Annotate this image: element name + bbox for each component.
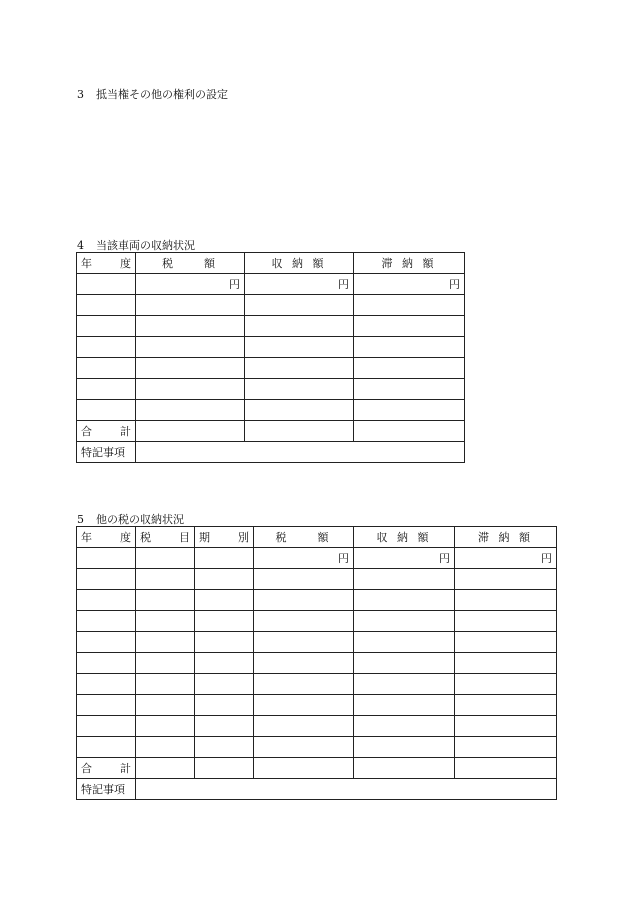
cell-delinquent-amount[interactable] (455, 590, 557, 611)
total-delinquent-amount[interactable] (354, 421, 465, 442)
total-label: 合 計 (77, 758, 136, 779)
cell-collected-amount[interactable] (354, 653, 455, 674)
cell-tax-amount[interactable] (254, 590, 354, 611)
section-4-heading (77, 237, 195, 253)
cell-year[interactable] (77, 611, 136, 632)
cell-year[interactable] (77, 400, 136, 421)
section-4-number: 4 (77, 239, 84, 252)
cell-collected-amount[interactable]: 円 (354, 548, 455, 569)
cell-collected-amount[interactable] (354, 569, 455, 590)
cell-collected-amount[interactable] (354, 716, 455, 737)
total-period[interactable] (195, 758, 254, 779)
section-3-heading (77, 86, 228, 102)
table-row (77, 590, 557, 611)
cell-year[interactable] (77, 274, 136, 295)
table-row (77, 737, 557, 758)
header-period: 期 別 (195, 527, 254, 548)
table-row (77, 674, 557, 695)
cell-delinquent-amount[interactable] (354, 337, 465, 358)
table-row (77, 316, 465, 337)
other-tax-collection-table (76, 526, 557, 800)
cell-tax-amount[interactable] (254, 653, 354, 674)
total-tax-item[interactable] (136, 758, 195, 779)
cell-tax-amount[interactable] (136, 400, 245, 421)
cell-tax-item[interactable] (136, 548, 195, 569)
section-3-title: 抵当権その他の権利の設定 (96, 88, 228, 101)
cell-delinquent-amount[interactable] (354, 295, 465, 316)
cell-period[interactable] (195, 737, 254, 758)
cell-collected-amount[interactable] (354, 674, 455, 695)
section-3-number: 3 (77, 88, 84, 101)
cell-delinquent-amount[interactable] (455, 695, 557, 716)
table-row (77, 611, 557, 632)
cell-year[interactable] (77, 358, 136, 379)
vehicle-collection-table (76, 252, 465, 463)
cell-collected-amount[interactable] (354, 611, 455, 632)
header-collected-amount: 収 納 額 (354, 527, 455, 548)
cell-delinquent-amount[interactable] (455, 632, 557, 653)
cell-tax-item[interactable] (136, 674, 195, 695)
cell-collected-amount[interactable] (245, 400, 354, 421)
cell-period[interactable] (195, 611, 254, 632)
cell-delinquent-amount[interactable]: 円 (455, 548, 557, 569)
total-label: 合 計 (77, 421, 136, 442)
cell-tax-item[interactable] (136, 716, 195, 737)
cell-tax-item[interactable] (136, 632, 195, 653)
cell-delinquent-amount[interactable] (455, 611, 557, 632)
cell-period[interactable] (195, 548, 254, 569)
header-tax-item: 税 目 (136, 527, 195, 548)
cell-collected-amount[interactable] (354, 590, 455, 611)
cell-collected-amount[interactable] (354, 737, 455, 758)
cell-year[interactable] (77, 379, 136, 400)
cell-collected-amount[interactable] (245, 379, 354, 400)
cell-collected-amount[interactable] (245, 295, 354, 316)
cell-tax-amount[interactable] (254, 716, 354, 737)
cell-tax-amount[interactable] (136, 316, 245, 337)
cell-period[interactable] (195, 674, 254, 695)
cell-tax-amount[interactable] (254, 737, 354, 758)
cell-year[interactable] (77, 632, 136, 653)
table-row (77, 569, 557, 590)
cell-year[interactable] (77, 737, 136, 758)
total-delinquent-amount[interactable] (455, 758, 557, 779)
table-row (77, 358, 465, 379)
cell-tax-amount[interactable] (254, 569, 354, 590)
cell-delinquent-amount[interactable]: 円 (354, 274, 465, 295)
cell-delinquent-amount[interactable] (455, 674, 557, 695)
cell-year[interactable] (77, 295, 136, 316)
cell-tax-item[interactable] (136, 737, 195, 758)
cell-tax-amount[interactable] (136, 295, 245, 316)
cell-delinquent-amount[interactable] (354, 379, 465, 400)
cell-year[interactable] (77, 569, 136, 590)
cell-period[interactable] (195, 716, 254, 737)
cell-period[interactable] (195, 569, 254, 590)
cell-year[interactable] (77, 716, 136, 737)
cell-tax-amount[interactable] (254, 611, 354, 632)
notes-row (77, 779, 557, 800)
cell-tax-amount[interactable]: 円 (136, 274, 245, 295)
section-4-title: 当該車両の収納状況 (96, 239, 195, 252)
header-fiscal-year: 年 度 (77, 527, 136, 548)
notes-field[interactable] (136, 442, 465, 463)
header-tax-amount: 税 額 (254, 527, 354, 548)
cell-tax-amount[interactable] (254, 695, 354, 716)
cell-tax-amount[interactable] (136, 358, 245, 379)
total-collected-amount[interactable] (245, 421, 354, 442)
notes-label: 特記事項 (77, 442, 136, 463)
cell-period[interactable] (195, 590, 254, 611)
cell-delinquent-amount[interactable] (455, 716, 557, 737)
cell-year[interactable] (77, 695, 136, 716)
header-fiscal-year: 年 度 (77, 253, 136, 274)
table-row (77, 274, 465, 295)
total-tax-amount[interactable] (254, 758, 354, 779)
cell-period[interactable] (195, 653, 254, 674)
cell-tax-amount[interactable] (136, 337, 245, 358)
cell-year[interactable] (77, 674, 136, 695)
notes-row (77, 442, 465, 463)
cell-collected-amount[interactable] (354, 632, 455, 653)
notes-field[interactable] (136, 779, 557, 800)
cell-collected-amount[interactable] (354, 695, 455, 716)
cell-tax-amount[interactable]: 円 (254, 548, 354, 569)
cell-tax-amount[interactable] (136, 379, 245, 400)
cell-collected-amount[interactable] (245, 337, 354, 358)
section-5-number: 5 (77, 513, 84, 526)
table-row (77, 695, 557, 716)
table-header-row (77, 253, 465, 274)
section-5-title: 他の税の収納状況 (96, 513, 184, 526)
table-row (77, 337, 465, 358)
table-row (77, 379, 465, 400)
header-collected-amount: 収 納 額 (245, 253, 354, 274)
cell-year[interactable] (77, 548, 136, 569)
cell-period[interactable] (195, 632, 254, 653)
cell-delinquent-amount[interactable] (455, 653, 557, 674)
cell-tax-item[interactable] (136, 611, 195, 632)
cell-tax-amount[interactable] (254, 632, 354, 653)
table-row (77, 716, 557, 737)
total-tax-amount[interactable] (136, 421, 245, 442)
header-delinquent-amount: 滞 納 額 (354, 253, 465, 274)
table-header-row (77, 527, 557, 548)
cell-delinquent-amount[interactable] (354, 316, 465, 337)
cell-year[interactable] (77, 653, 136, 674)
cell-tax-amount[interactable] (254, 674, 354, 695)
section-5-heading (77, 511, 184, 527)
total-row (77, 421, 465, 442)
table-row (77, 548, 557, 569)
cell-tax-item[interactable] (136, 569, 195, 590)
table-row (77, 295, 465, 316)
table-row (77, 400, 465, 421)
cell-collected-amount[interactable]: 円 (245, 274, 354, 295)
header-tax-amount: 税 額 (136, 253, 245, 274)
notes-label: 特記事項 (77, 779, 136, 800)
cell-year[interactable] (77, 337, 136, 358)
cell-delinquent-amount[interactable] (455, 737, 557, 758)
header-delinquent-amount: 滞 納 額 (455, 527, 557, 548)
cell-tax-item[interactable] (136, 653, 195, 674)
cell-year[interactable] (77, 590, 136, 611)
table-row (77, 653, 557, 674)
table-row (77, 632, 557, 653)
cell-tax-item[interactable] (136, 590, 195, 611)
cell-delinquent-amount[interactable] (354, 358, 465, 379)
cell-delinquent-amount[interactable] (354, 400, 465, 421)
cell-collected-amount[interactable] (245, 358, 354, 379)
cell-year[interactable] (77, 316, 136, 337)
total-row (77, 758, 557, 779)
cell-collected-amount[interactable] (245, 316, 354, 337)
cell-delinquent-amount[interactable] (455, 569, 557, 590)
total-collected-amount[interactable] (354, 758, 455, 779)
cell-tax-item[interactable] (136, 695, 195, 716)
cell-period[interactable] (195, 695, 254, 716)
